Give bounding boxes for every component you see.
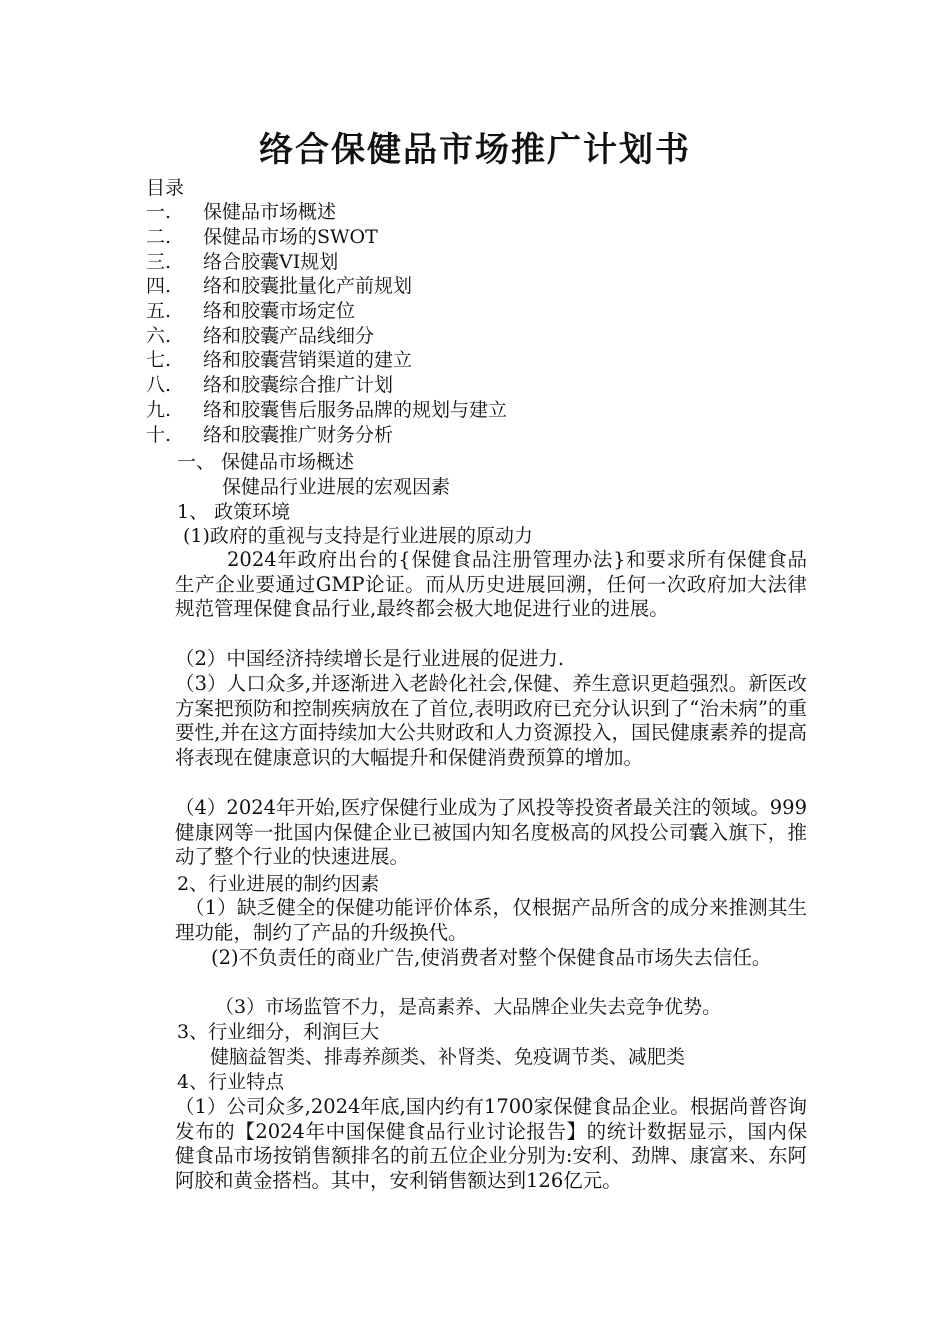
- toc-number: 五.: [146, 300, 172, 322]
- paragraph: （3）人口众多,并逐渐进入老龄化社会,保健、养生意识更趋强烈。新医改方案把预防和控制疾病放在了首位,表明政府已充分认识到了“治未病”的重要性,并在这方面持续加大公共财政和人力资源投入，国民健康素养的提高将表现在健康意识的大幅提升和保健消费预算的增加。: [175, 672, 807, 769]
- toc-label: 络和胶囊市场定位: [203, 300, 356, 322]
- paragraph: （1）公司众多,2024年底,国内约有1700家保健食品企业。根据尚普咨询发布的【2024年中国保健食品行业讨论报告】的统计数据显示，国内保健食品市场按销售额排名的前五位企业分别为:安利、劲牌、康富来、东阿阿胶和黄金搭档。其中，安利销售额达到126亿元。: [175, 1095, 807, 1192]
- paragraph: （1）缺乏健全的保健功能评价体系，仅根据产品所含的成分来推测其生理功能，制约了产品的升级换代。: [175, 896, 807, 944]
- toc-number: 一.: [146, 201, 172, 223]
- toc-label: 络和胶囊营销渠道的建立: [203, 349, 413, 371]
- paragraph: （4）2024年开始,医疗保健行业成为了风投等投资者最关注的领域。999健康网等一批国内保健企业已被国内知名度极高的风投公司囊入旗下，推动了整个行业的快速进展。: [175, 796, 807, 869]
- subsection-heading: 保健品行业进展的宏观因素: [222, 476, 451, 498]
- toc-number: 七.: [146, 349, 172, 371]
- toc-number: 九.: [146, 399, 172, 421]
- paragraph: （2）中国经济持续增长是行业进展的促进力.: [175, 647, 565, 670]
- document-title: 络合保健品市场推广计划书: [259, 130, 691, 170]
- policy-heading: 1、 政策环境: [177, 501, 291, 523]
- toc-number: 六.: [146, 325, 172, 347]
- paragraph: 2024年政府出台的{保健食品注册管理办法}和要求所有保健食品生产企业要通过GMP论证。而从历史进展回溯，任何一次政府加大法律规范管理保健食品行业,最终都会极大地促进行业的进展。: [175, 548, 807, 621]
- toc-number: 十.: [146, 424, 172, 446]
- segment-list: 健脑益智类、排毒养颜类、补肾类、免疫调节类、减肥类: [210, 1046, 686, 1068]
- constraint-heading: 2、行业进展的制约因素: [177, 873, 380, 895]
- toc-number: 二.: [146, 226, 172, 248]
- feature-heading: 4、行业特点: [177, 1071, 285, 1093]
- segment-heading: 3、行业细分，利润巨大: [177, 1021, 380, 1043]
- toc-label: 络和胶囊批量化产前规划: [203, 275, 413, 297]
- toc-label: 络合胶囊VI规划: [203, 251, 339, 273]
- toc-label: 保健品市场概述: [203, 201, 337, 223]
- toc-label: 络和胶囊售后服务品牌的规划与建立: [203, 399, 508, 421]
- toc-label: 络和胶囊推广财务分析: [203, 424, 394, 446]
- toc-number: 三.: [146, 251, 172, 273]
- paragraph: （3）市场监管不力，是高素养、大品牌企业失去竞争优势。: [215, 996, 722, 1018]
- toc-number: 八.: [146, 374, 172, 396]
- paragraph-heading: (1)政府的重视与支持是行业进展的原动力: [183, 525, 533, 547]
- toc-label: 络和胶囊综合推广计划: [203, 374, 394, 396]
- toc-label: 保健品市场的SWOT: [203, 226, 378, 248]
- paragraph: (2)不负责任的商业广告,使消费者对整个保健食品市场失去信任。: [211, 946, 772, 969]
- section-heading: 一、 保健品市场概述: [177, 451, 355, 473]
- toc-label: 络和胶囊产品线细分: [203, 325, 375, 347]
- toc-number: 四.: [146, 275, 172, 297]
- toc-heading: 目录: [146, 177, 185, 199]
